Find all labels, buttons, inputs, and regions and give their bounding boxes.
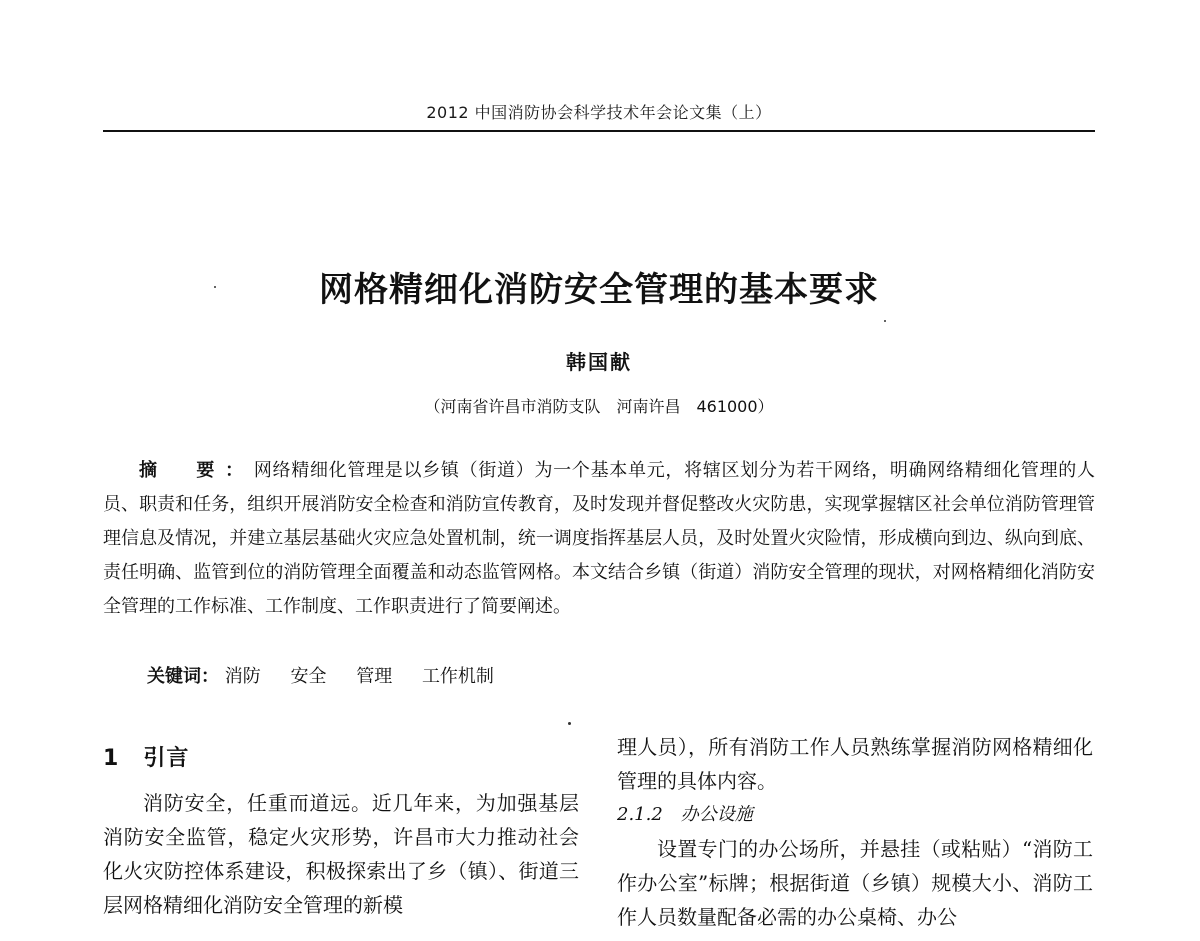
subsection-heading-office-facilities: 2.1.2 办公设施: [617, 804, 753, 825]
keyword-item: 安全: [290, 666, 327, 687]
header-rule: [103, 130, 1095, 132]
keywords: [147, 660, 518, 694]
author-affiliation: （河南省许昌市消防支队 河南许昌 461000）: [424, 397, 774, 416]
keyword-item: 工作机制: [421, 666, 494, 687]
continued-paragraph: 理人员），所有消防工作人员熟练掌握消防网格精细化管理的具体内容。: [617, 735, 1093, 793]
scan-speck: [568, 722, 571, 725]
paper-title: 网格精细化消防安全管理的基本要求: [319, 270, 879, 310]
intro-paragraph: 消防安全，任重而道远。近几年来，为加强基层消防安全监管，稳定火灾形势，许昌市大力推动社会化火灾防控体系建设，积极探索出了乡（镇）、街道三层网格精细化消防安全管理的新模: [103, 791, 579, 917]
abstract: [103, 454, 1095, 624]
abstract-text: 网络精细化管理是以乡镇（街道）为一个基本单元，将辖区划分为若干网络，明确网络精细化管理的人员、职责和任务，组织开展消防安全检查和消防宣传教育，及时发现并督促整改火灾防患，实现掌握辖区社会单位消防管理管理信息及情况，并建立基层基础火灾应急处置机制，统一调度指挥基层人员，及时处置火灾险情，形成横向到边、纵向到底、责任明确、监管到位的消防管理全面覆盖和动态监管网格。本文结合乡镇（街道）消防安全管理的现状，对网格精细化消防安全管理的工作标准、工作制度、工作职责进行了简要阐述。: [103, 460, 1096, 617]
keyword-item: 管理: [356, 666, 393, 687]
right-column: [617, 730, 1093, 934]
section-title: 引言: [143, 746, 190, 771]
section-number: 1: [103, 746, 120, 771]
scan-speck: [884, 320, 886, 322]
author-name: 韩国献: [566, 350, 632, 374]
left-column: [103, 730, 579, 922]
office-facilities-paragraph: 设置专门的办公场所，并悬挂（或粘贴）“消防工作办公室”标牌；根据街道（乡镇）规模大小、消防工作人员数量配备必需的办公桌椅、办公: [617, 837, 1093, 929]
keyword-item: 消防: [224, 666, 261, 687]
keywords-label: 关键词：: [147, 666, 219, 687]
running-header: 2012 中国消防协会科学技术年会论文集（上）: [426, 103, 772, 122]
scan-speck: [214, 286, 216, 288]
abstract-label: 摘 要：: [139, 460, 254, 481]
section-heading-introduction: [103, 742, 579, 776]
